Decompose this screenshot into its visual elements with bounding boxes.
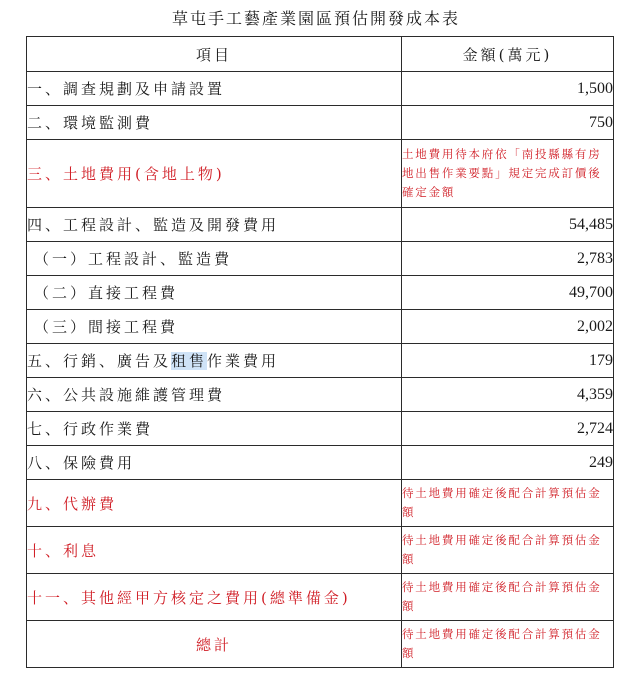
- table-row: [27, 378, 614, 412]
- row-item-label: 十、利息: [27, 527, 402, 574]
- row-item-label: 三、土地費用(含地上物): [27, 140, 402, 208]
- table-row: [27, 310, 614, 344]
- row-item-label: 二、環境監測費: [27, 106, 402, 140]
- table-row: [27, 140, 614, 208]
- cost-table: [26, 36, 614, 668]
- column-header-amount: 金額(萬元): [402, 37, 614, 72]
- row-amount: 2,783: [402, 242, 614, 276]
- row-item-label: （一）工程設計、監造費: [27, 242, 402, 276]
- row-amount: 750: [402, 106, 614, 140]
- selected-text[interactable]: 租售: [171, 352, 208, 370]
- table-row: [27, 276, 614, 310]
- row-amount: 54,485: [402, 208, 614, 242]
- table-row: [27, 446, 614, 480]
- row-item-label: 七、行政作業費: [27, 412, 402, 446]
- row-item-label: （三）間接工程費: [27, 310, 402, 344]
- table-row: [27, 106, 614, 140]
- table-row: [27, 208, 614, 242]
- row-item-label: 十一、其他經甲方核定之費用(總準備金): [27, 574, 402, 621]
- row-item-label-part: 五、行銷、廣告及: [27, 352, 172, 370]
- table-row: [27, 480, 614, 527]
- row-item-label: 六、公共設施維護管理費: [27, 378, 402, 412]
- row-amount-note: 待土地費用確定後配合計算預估金額: [402, 574, 614, 621]
- row-item-label: 八、保險費用: [27, 446, 402, 480]
- row-item-label: 四、工程設計、監造及開發費用: [27, 208, 402, 242]
- total-row: [27, 621, 614, 668]
- column-header-item: 項目: [27, 37, 402, 72]
- document-title: 草屯手工藝產業園區預估開發成本表: [171, 9, 460, 28]
- row-amount: 2,002: [402, 310, 614, 344]
- row-amount: 249: [402, 446, 614, 480]
- table-row: [27, 242, 614, 276]
- row-item-label-part: 作業費用: [207, 352, 280, 370]
- row-amount-note: 待土地費用確定後配合計算預估金額: [402, 480, 614, 527]
- row-amount-note: 待土地費用確定後配合計算預估金額: [402, 527, 614, 574]
- row-amount: 2,724: [402, 412, 614, 446]
- row-amount: 4,359: [402, 378, 614, 412]
- table-row: [27, 344, 614, 378]
- row-item-label: [27, 344, 402, 378]
- table-header-row: [27, 37, 614, 72]
- row-amount-note: 土地費用待本府依「南投縣縣有房地出售作業要點」規定完成訂價後確定金額: [402, 140, 614, 208]
- total-label: 總計: [27, 621, 402, 668]
- table-row: [27, 412, 614, 446]
- table-row: [27, 574, 614, 621]
- row-item-label: 九、代辦費: [27, 480, 402, 527]
- row-amount: 49,700: [402, 276, 614, 310]
- row-item-label: （二）直接工程費: [27, 276, 402, 310]
- row-item-label: 一、調查規劃及申請設置: [27, 72, 402, 106]
- total-amount-note: 待土地費用確定後配合計算預估金額: [402, 621, 614, 668]
- table-row: [27, 527, 614, 574]
- table-row: [27, 72, 614, 106]
- row-amount: 1,500: [402, 72, 614, 106]
- row-amount: 179: [402, 344, 614, 378]
